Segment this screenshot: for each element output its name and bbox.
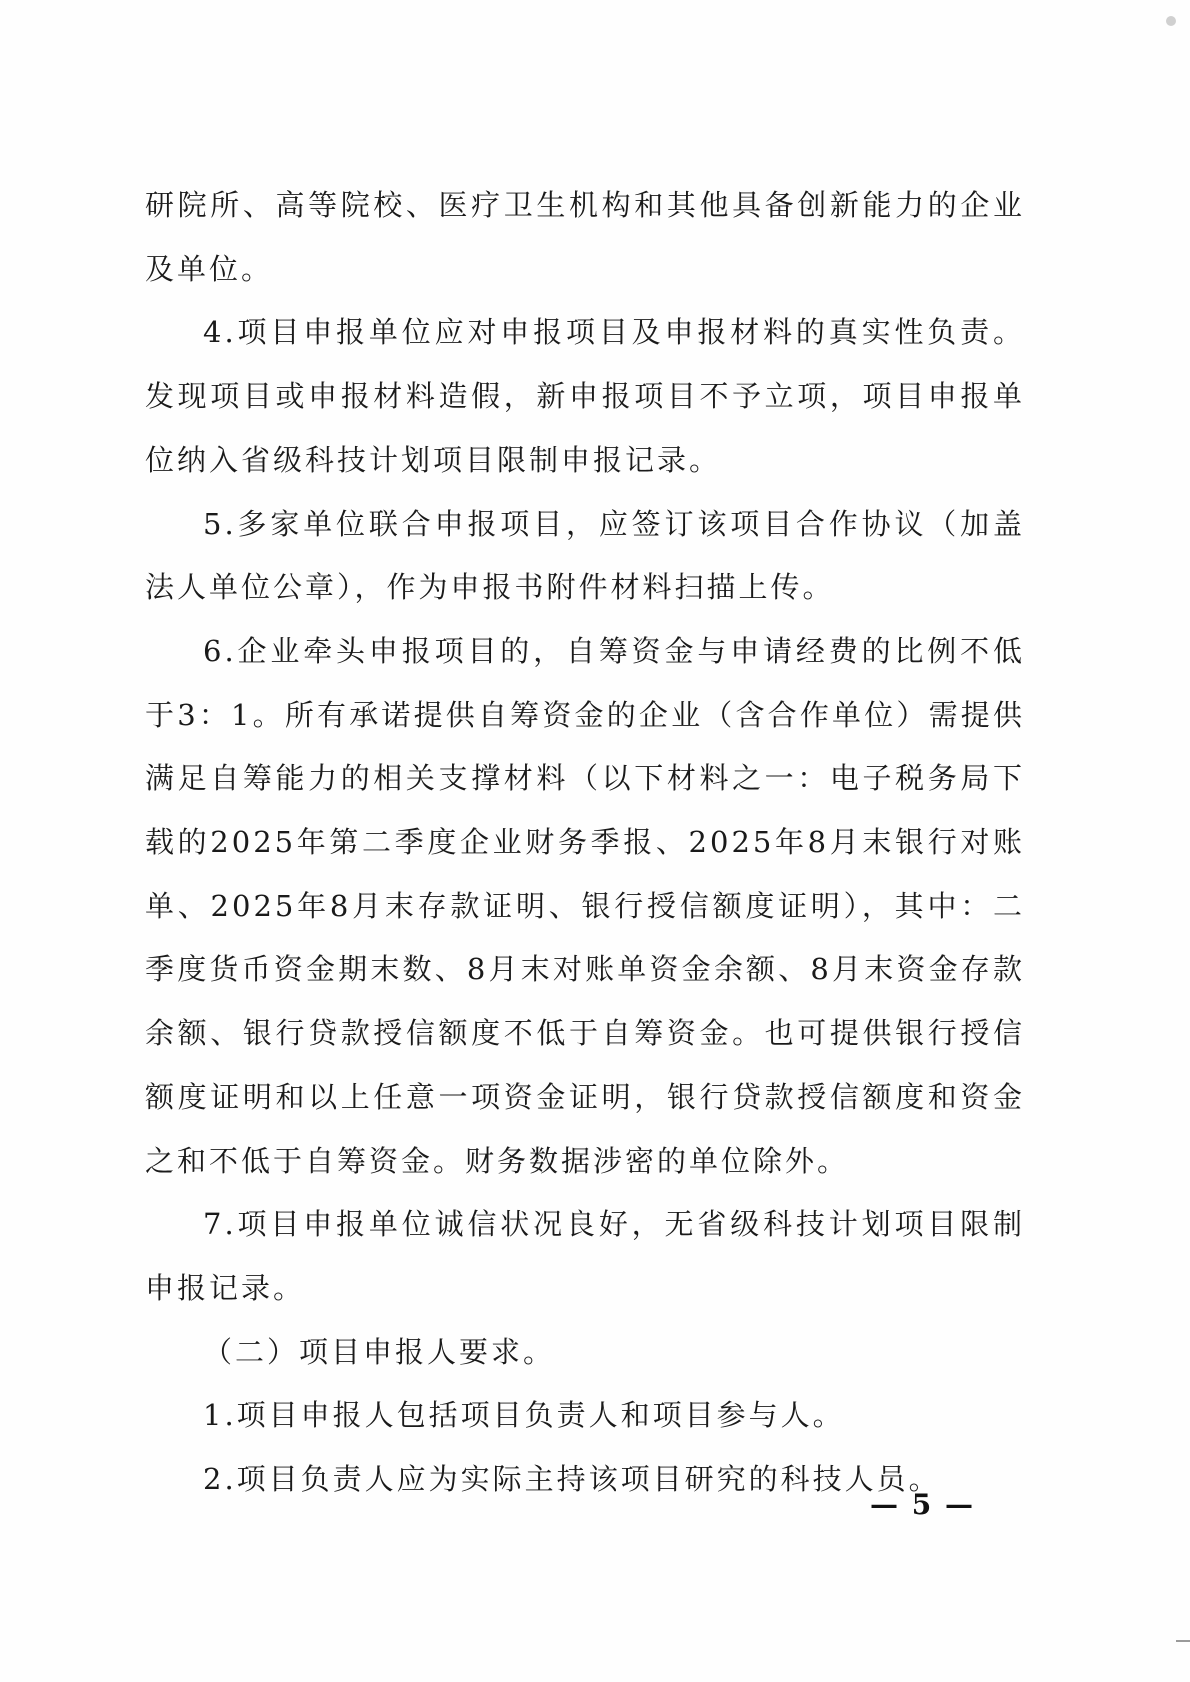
paragraph-item-5: 5.多家单位联合申报项目，应签订该项目合作协议（加盖法人单位公章），作为申报书附件材料扫描上传。 <box>145 506 1025 605</box>
paragraph-applicant-item-2: 2.项目负责人应为实际主持该项目研究的科技人员。 <box>203 1462 941 1497</box>
section-heading-applicant-requirements: （二）项目申报人要求。 <box>203 1334 556 1369</box>
paragraph-item-6: 6.企业牵头申报项目的，自筹资金与申请经费的比例不低于3：1。所有承诺提供自筹资金的企业（含合作单位）需提供满足自筹能力的相关支撑材料（以下材料之一：电子税务局下载的2025年第二季度企业财务季报、2025年8月末银行对账单、2025年8月末存款证明、银行授信额度证明），其中：二季度货币资金期末数、8月末对账单资金余额、8月末资金存款余额、银行贷款授信额度不低于自筹资金。也可提供银行授信额度证明和以上任意一项资金证明，银行贷款授信额度和资金之和不低于自筹资金。财务数据涉密的单位除外。 <box>145 633 1025 1178</box>
binding-edge-mark <box>1176 1640 1190 1642</box>
scan-speck <box>1166 16 1176 26</box>
paragraph-item-4: 4.项目申报单位应对申报项目及申报材料的真实性负责。发现项目或申报材料造假，新申报项目不予立项，项目申报单位纳入省级科技计划项目限制申报记录。 <box>145 315 1025 477</box>
paragraph-continued: 研院所、高等院校、医疗卫生机构和其他具备创新能力的企业及单位。 <box>145 188 1025 286</box>
document-body <box>145 174 1025 1512</box>
paragraph-item-7: 7.项目申报单位诚信状况良好，无省级科技计划项目限制申报记录。 <box>145 1207 1025 1305</box>
page-number: — 5 — <box>870 1488 975 1521</box>
paragraph-applicant-item-1: 1.项目申报人包括项目负责人和项目参与人。 <box>203 1398 845 1433</box>
